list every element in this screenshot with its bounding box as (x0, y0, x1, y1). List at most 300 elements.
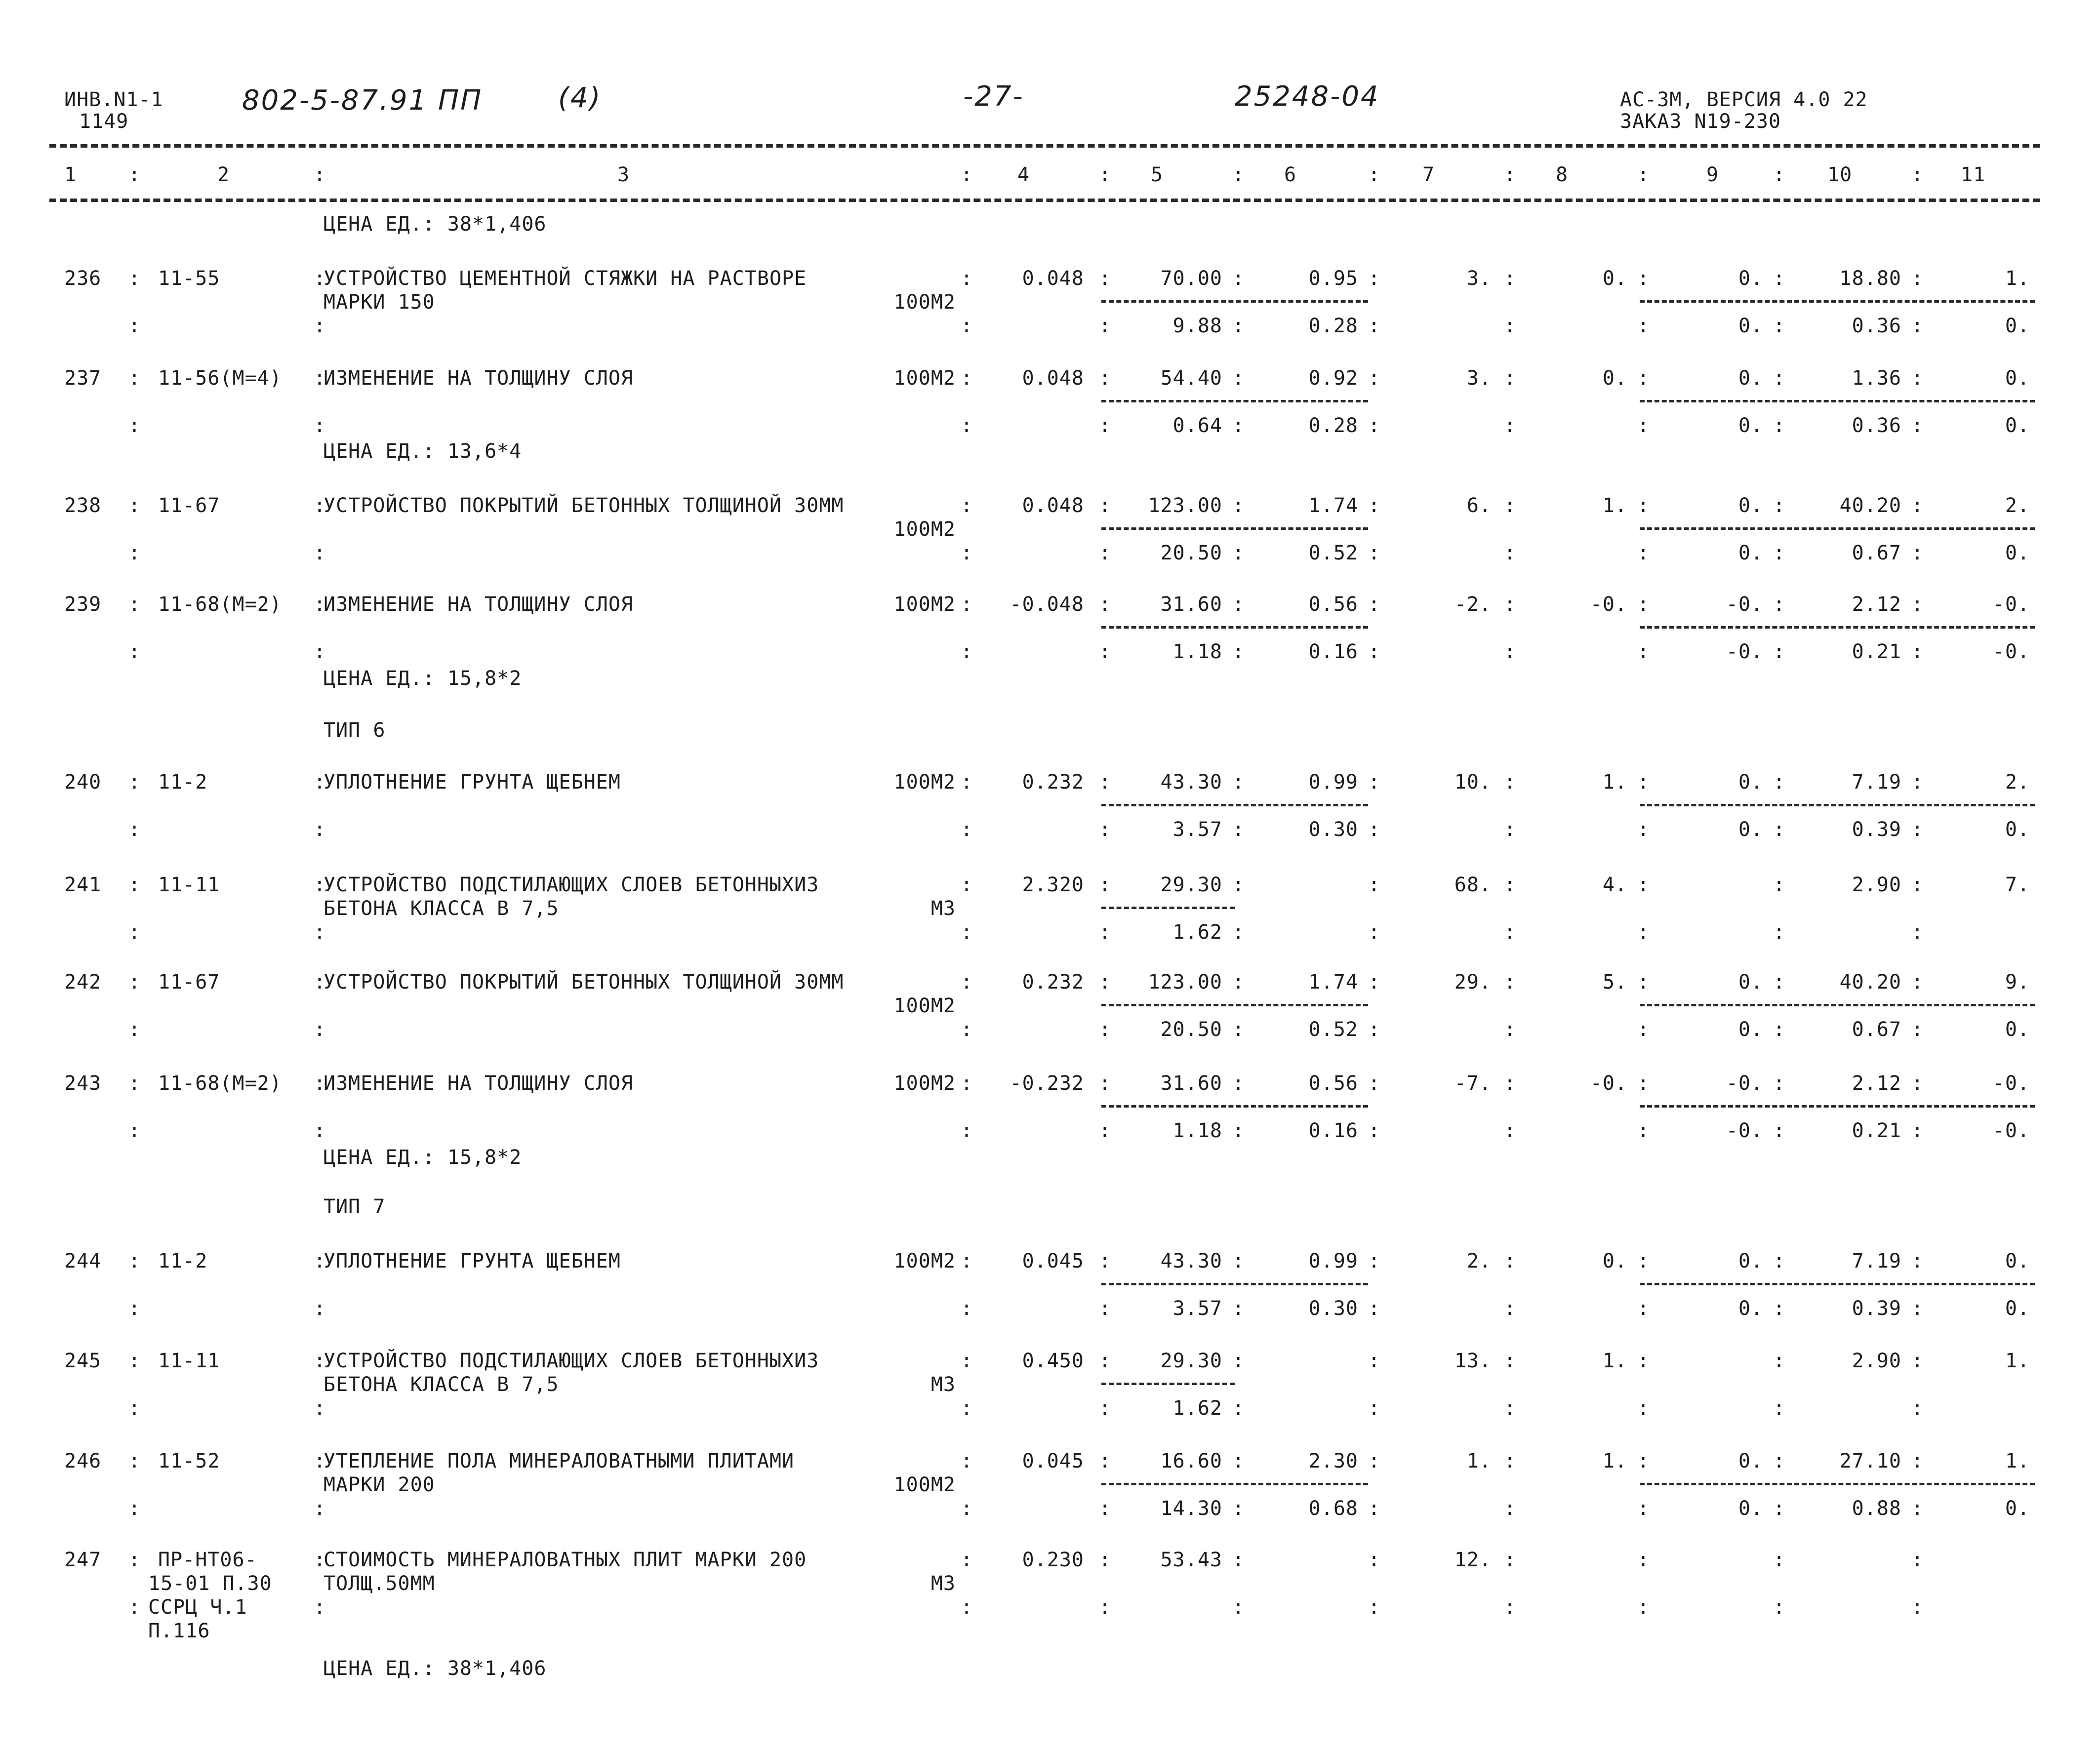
column-separator: : (961, 414, 973, 437)
total-cost: 12. (1454, 1549, 1492, 1571)
column-separator: : (1637, 267, 1650, 290)
column-separator: : (1232, 267, 1245, 290)
column-header-separator: : (314, 163, 326, 186)
column-separator: : (314, 1596, 326, 1619)
column-separator: : (1773, 818, 1786, 841)
machine-cost-wages: 0.68 (1308, 1497, 1358, 1520)
column-separator: : (1232, 1549, 1245, 1571)
norm-code: 11-55 (158, 267, 220, 290)
column-separator: : (1911, 771, 1924, 794)
column-separator: : (1099, 1596, 1112, 1619)
document-mark: (4) (558, 82, 602, 114)
column-separator: : (1232, 1119, 1245, 1142)
column-separator: : (1773, 1119, 1786, 1142)
norm-code: 11-11 (158, 874, 220, 896)
unit-price-note: ЦЕНА ЕД.: 38*1,406 (323, 1657, 547, 1680)
norm-code-line: 15-01 П.30 (148, 1572, 272, 1595)
column-separator: : (1232, 1397, 1245, 1420)
column-separator: : (1504, 1397, 1517, 1420)
column-separator: : (314, 593, 326, 616)
column-separator: : (1099, 1018, 1112, 1041)
column-separator: : (314, 414, 326, 437)
column-separator: : (1911, 1397, 1924, 1420)
column-separator: : (1232, 1072, 1245, 1095)
column-separator: : (1911, 1250, 1924, 1273)
total-cost: -2. (1454, 593, 1492, 616)
column-separator: : (1368, 874, 1381, 896)
column-separator: : (1368, 640, 1381, 663)
column-separator: : (961, 818, 973, 841)
column-separator: : (1637, 921, 1650, 944)
row-number: 243 (64, 1072, 102, 1095)
column-header-8: 8 (1556, 163, 1569, 186)
column-separator: : (314, 1119, 326, 1142)
unit-cost-wages: 9.88 (1172, 315, 1222, 337)
column-separator: : (128, 494, 141, 517)
column-header-separator: : (1099, 163, 1112, 186)
column-separator: : (961, 593, 973, 616)
column-separator: : (1773, 971, 1786, 994)
work-description: УСТРОЙСТВО ПОДСТИЛАЮЩИХ СЛОЕВ БЕТОННЫХИЗ (323, 1350, 819, 1372)
column-separator: : (1911, 1297, 1924, 1320)
column-separator: : (1773, 1018, 1786, 1041)
column-separator: : (961, 921, 973, 944)
unit-cost-wages: 0.64 (1172, 414, 1222, 437)
labor-per-unit: 1.36 (1852, 367, 1901, 390)
column-separator: : (1773, 1497, 1786, 1520)
column-separator: : (128, 921, 141, 944)
column-separator: : (1504, 921, 1517, 944)
column-header-1: 1 (64, 163, 77, 186)
unit-cost: 70.00 (1160, 267, 1222, 290)
column-separator: : (314, 367, 326, 390)
work-description: СТОИМОСТЬ МИНЕРАЛОВАТНЫХ ПЛИТ МАРКИ 200 (323, 1549, 807, 1571)
column-separator: : (128, 874, 141, 896)
column-separator: : (1504, 1596, 1517, 1619)
column-separator: : (314, 1549, 326, 1571)
unit-cost-wages: 1.62 (1172, 1397, 1222, 1420)
column-separator: : (1773, 367, 1786, 390)
norm-code: 11-68(М=2) (158, 593, 282, 616)
column-separator: : (1911, 971, 1924, 994)
column-separator: : (1368, 542, 1381, 564)
column-separator: : (128, 971, 141, 994)
subtotal-dashes (1101, 1383, 1235, 1385)
column-separator: : (1504, 771, 1517, 794)
unit-of-measure: 100М2 (893, 1072, 956, 1095)
column-separator: : (1504, 1297, 1517, 1320)
work-description: УПЛОТНЕНИЕ ГРУНТА ЩЕБНЕМ (323, 1250, 621, 1273)
column-separator: : (128, 640, 141, 663)
column-separator: : (128, 593, 141, 616)
column-separator: : (314, 1450, 326, 1472)
total-wages: -0. (1726, 593, 1763, 616)
labor-per-unit: 2.90 (1852, 1350, 1901, 1372)
row-number: 236 (64, 267, 102, 290)
unit-cost-wages: 14.30 (1160, 1497, 1222, 1520)
column-separator: : (1911, 818, 1924, 841)
labor-total: 1. (2005, 1450, 2030, 1472)
column-header-6: 6 (1284, 163, 1297, 186)
total-machine-cost: 1. (1602, 771, 1627, 794)
column-separator: : (1773, 1397, 1786, 1420)
quantity: -0.048 (1010, 593, 1084, 616)
column-separator: : (1099, 1119, 1112, 1142)
column-separator: : (314, 771, 326, 794)
header-rule-top (49, 144, 2040, 148)
column-separator: : (1368, 267, 1381, 290)
column-separator: : (1911, 921, 1924, 944)
column-header-separator: : (1368, 163, 1381, 186)
unit-of-measure: 100М2 (893, 994, 956, 1017)
unit-of-measure: 100М2 (893, 367, 956, 390)
column-separator: : (1504, 818, 1517, 841)
column-separator: : (1773, 1072, 1786, 1095)
column-separator: : (1911, 1119, 1924, 1142)
column-separator: : (1773, 1596, 1786, 1619)
labor-per-unit: 40.20 (1839, 971, 1901, 994)
column-separator: : (1637, 1549, 1650, 1571)
work-description: УСТРОЙСТВО ПОДСТИЛАЮЩИХ СЛОЕВ БЕТОННЫХИЗ (323, 874, 819, 896)
column-separator: : (1637, 367, 1650, 390)
column-separator: : (1368, 971, 1381, 994)
work-description-line: ТОЛЩ.50ММ (323, 1572, 435, 1595)
column-separator: : (1773, 542, 1786, 564)
column-separator: : (1232, 971, 1245, 994)
column-separator: : (1773, 1450, 1786, 1472)
column-separator: : (1637, 315, 1650, 337)
column-separator: : (961, 1397, 973, 1420)
column-separator: : (1099, 921, 1112, 944)
labor-per-unit-machinists: 0.67 (1852, 1018, 1901, 1041)
column-separator: : (128, 1018, 141, 1041)
column-separator: : (1773, 1549, 1786, 1571)
norm-code: 11-11 (158, 1350, 220, 1372)
unit-cost: 29.30 (1160, 874, 1222, 896)
column-separator: : (1911, 593, 1924, 616)
column-separator: : (1368, 818, 1381, 841)
column-separator: : (1637, 1119, 1650, 1142)
machine-cost: 1.74 (1308, 971, 1358, 994)
column-separator: : (128, 1350, 141, 1372)
unit-cost: 54.40 (1160, 367, 1222, 390)
column-separator: : (1637, 640, 1650, 663)
work-description: ИЗМЕНЕНИЕ НА ТОЛЩИНУ СЛОЯ (323, 367, 634, 390)
software-version: АС-3М, ВЕРСИЯ 4.0 22 (1620, 88, 1868, 111)
column-separator: : (1773, 1297, 1786, 1320)
machine-cost: 0.56 (1308, 593, 1358, 616)
column-separator: : (961, 1596, 973, 1619)
column-separator: : (128, 1450, 141, 1472)
column-header-separator: : (1637, 163, 1650, 186)
column-separator: : (1911, 267, 1924, 290)
total-machine-cost: 0. (1602, 267, 1627, 290)
column-separator: : (1637, 1297, 1650, 1320)
column-separator: : (1368, 1119, 1381, 1142)
column-separator: : (1232, 1018, 1245, 1041)
column-separator: : (1637, 1497, 1650, 1520)
column-separator: : (1099, 971, 1112, 994)
column-separator: : (1368, 1596, 1381, 1619)
machine-cost: 0.99 (1308, 1250, 1358, 1273)
column-separator: : (1504, 367, 1517, 390)
unit-cost: 43.30 (1160, 771, 1222, 794)
column-separator: : (961, 771, 973, 794)
norm-code: 11-2 (158, 1250, 208, 1273)
column-separator: : (1368, 1497, 1381, 1520)
row-number: 244 (64, 1250, 102, 1273)
column-separator: : (1504, 494, 1517, 517)
column-separator: : (314, 1350, 326, 1372)
column-separator: : (961, 1297, 973, 1320)
column-separator: : (1637, 593, 1650, 616)
labor-total-machinists: -0. (1992, 1119, 2030, 1142)
machine-cost-wages: 0.52 (1308, 1018, 1358, 1041)
column-separator: : (961, 1450, 973, 1472)
column-separator: : (1637, 771, 1650, 794)
row-number: 247 (64, 1549, 102, 1571)
column-separator: : (128, 1397, 141, 1420)
unit-cost-wages: 20.50 (1160, 542, 1222, 564)
column-separator: : (1911, 1549, 1924, 1571)
column-separator: : (1504, 1549, 1517, 1571)
page-number: -27- (963, 80, 1024, 113)
column-separator: : (961, 1350, 973, 1372)
column-separator: : (961, 1549, 973, 1571)
unit-of-measure: 100М2 (893, 1250, 956, 1273)
column-header-4: 4 (1017, 163, 1030, 186)
column-separator: : (1099, 414, 1112, 437)
column-separator: : (1504, 640, 1517, 663)
subtotal-dashes (1640, 300, 2035, 303)
labor-per-unit: 27.10 (1839, 1450, 1901, 1472)
column-separator: : (1368, 315, 1381, 337)
column-separator: : (961, 1119, 973, 1142)
column-separator: : (1504, 1497, 1517, 1520)
column-separator: : (1232, 771, 1245, 794)
column-separator: : (1099, 367, 1112, 390)
unit-of-measure: М3 (930, 1373, 956, 1396)
total-cost: 3. (1466, 367, 1492, 390)
column-separator: : (1232, 640, 1245, 663)
unit-price-note: ЦЕНА ЕД.: 15,8*2 (323, 1146, 522, 1169)
column-separator: : (1232, 1450, 1245, 1472)
labor-total-machinists: 0. (2005, 315, 2030, 337)
column-separator: : (1637, 414, 1650, 437)
column-separator: : (1911, 315, 1924, 337)
column-separator: : (314, 315, 326, 337)
total-wages-machinists: -0. (1726, 1119, 1763, 1142)
column-header-2: 2 (217, 163, 230, 186)
total-wages: 0. (1738, 367, 1763, 390)
norm-code: 11-67 (158, 971, 220, 994)
column-header-7: 7 (1422, 163, 1435, 186)
total-machine-cost: 5. (1602, 971, 1627, 994)
column-separator: : (314, 1072, 326, 1095)
column-separator: : (1637, 818, 1650, 841)
document-code: 802-5-87.91 ПП (242, 84, 483, 117)
inventory-number-2: 1149 (79, 110, 129, 133)
subtotal-dashes (1101, 1004, 1368, 1006)
subtotal-dashes (1101, 527, 1368, 530)
column-separator: : (1911, 1450, 1924, 1472)
labor-total-machinists: 0. (2005, 542, 2030, 564)
labor-per-unit: 18.80 (1839, 267, 1901, 290)
column-separator: : (961, 267, 973, 290)
unit-of-measure: 100М2 (893, 771, 956, 794)
column-separator: : (1773, 874, 1786, 896)
column-separator: : (1368, 494, 1381, 517)
labor-per-unit: 40.20 (1839, 494, 1901, 517)
column-separator: : (1232, 414, 1245, 437)
column-separator: : (1368, 1397, 1381, 1420)
machine-cost-wages: 0.28 (1308, 414, 1358, 437)
column-header-separator: : (961, 163, 973, 186)
column-header-separator: : (1773, 163, 1786, 186)
column-separator: : (1911, 414, 1924, 437)
column-separator: : (1637, 1250, 1650, 1273)
column-separator: : (1773, 267, 1786, 290)
column-separator: : (128, 542, 141, 564)
column-separator: : (1232, 542, 1245, 564)
column-separator: : (1099, 1397, 1112, 1420)
column-separator: : (128, 1596, 141, 1619)
labor-total-machinists: 0. (2005, 1297, 2030, 1320)
column-separator: : (1911, 1497, 1924, 1520)
total-cost: 1. (1466, 1450, 1492, 1472)
quantity: 0.232 (1022, 771, 1084, 794)
total-machine-cost: 4. (1602, 874, 1627, 896)
column-separator: : (1099, 1549, 1112, 1571)
total-wages: 0. (1738, 267, 1763, 290)
column-header-separator: : (1232, 163, 1245, 186)
total-wages: 0. (1738, 1450, 1763, 1472)
column-separator: : (961, 1018, 973, 1041)
column-separator: : (1368, 1450, 1381, 1472)
column-separator: : (128, 1119, 141, 1142)
column-separator: : (314, 1397, 326, 1420)
total-machine-cost: 1. (1602, 1350, 1627, 1372)
total-cost: -7. (1454, 1072, 1492, 1095)
column-separator: : (314, 1250, 326, 1273)
column-separator: : (1099, 1250, 1112, 1273)
work-description-line: БЕТОНА КЛАССА В 7,5 (323, 1373, 559, 1396)
column-separator: : (1099, 1450, 1112, 1472)
column-separator: : (1637, 1072, 1650, 1095)
column-separator: : (128, 1072, 141, 1095)
column-separator: : (961, 1497, 973, 1520)
unit-price-note: ТИП 7 (323, 1195, 386, 1218)
subtotal-dashes (1640, 626, 2035, 629)
labor-total-machinists: 0. (2005, 1497, 2030, 1520)
column-header-11: 11 (1961, 163, 1986, 186)
unit-cost-wages: 3.57 (1172, 1297, 1222, 1320)
subtotal-dashes (1640, 1283, 2035, 1285)
norm-code: 11-2 (158, 771, 208, 794)
norm-code-line: ССРЦ Ч.1 (148, 1596, 247, 1619)
column-separator: : (1232, 1297, 1245, 1320)
column-separator: : (1911, 1018, 1924, 1041)
unit-cost: 123.00 (1148, 971, 1222, 994)
column-separator: : (1099, 593, 1112, 616)
inventory-number: ИНВ.N1-1 (64, 88, 163, 111)
total-cost: 68. (1454, 874, 1492, 896)
column-separator: : (1368, 1297, 1381, 1320)
machine-cost-wages: 0.52 (1308, 542, 1358, 564)
labor-total: -0. (1992, 593, 2030, 616)
quantity: 0.045 (1022, 1450, 1084, 1472)
column-separator: : (1368, 367, 1381, 390)
labor-per-unit: 2.90 (1852, 874, 1901, 896)
row-number: 239 (64, 593, 102, 616)
column-separator: : (1099, 1350, 1112, 1372)
column-separator: : (1773, 593, 1786, 616)
labor-total: -0. (1992, 1072, 2030, 1095)
column-separator: : (1504, 315, 1517, 337)
labor-per-unit-machinists: 0.67 (1852, 542, 1901, 564)
total-wages: 0. (1738, 771, 1763, 794)
column-header-separator: : (128, 163, 141, 186)
norm-code: 11-67 (158, 494, 220, 517)
total-wages-machinists: -0. (1726, 640, 1763, 663)
row-number: 238 (64, 494, 102, 517)
total-machine-cost: 0. (1602, 367, 1627, 390)
labor-total: 0. (2005, 367, 2030, 390)
column-header-9: 9 (1706, 163, 1719, 186)
column-header-3: 3 (617, 163, 630, 186)
total-wages-machinists: 0. (1738, 818, 1763, 841)
work-description-line: МАРКИ 150 (323, 291, 435, 314)
unit-cost-wages: 1.18 (1172, 1119, 1222, 1142)
unit-of-measure: М3 (930, 897, 956, 920)
column-separator: : (1637, 874, 1650, 896)
column-separator: : (128, 1549, 141, 1571)
column-separator: : (1099, 771, 1112, 794)
column-separator: : (128, 1297, 141, 1320)
column-separator: : (1773, 315, 1786, 337)
total-wages-machinists: 0. (1738, 1497, 1763, 1520)
unit-of-measure: 100М2 (893, 291, 956, 314)
total-cost: 3. (1466, 267, 1492, 290)
column-separator: : (128, 818, 141, 841)
column-separator: : (1504, 593, 1517, 616)
column-separator: : (1099, 1497, 1112, 1520)
quantity: 0.232 (1022, 971, 1084, 994)
column-separator: : (1232, 1596, 1245, 1619)
labor-per-unit-machinists: 0.21 (1852, 1119, 1901, 1142)
column-separator: : (1232, 1497, 1245, 1520)
total-machine-cost: 1. (1602, 1450, 1627, 1472)
column-separator: : (1368, 1018, 1381, 1041)
total-wages: 0. (1738, 494, 1763, 517)
quantity: 0.450 (1022, 1350, 1084, 1372)
column-separator: : (961, 640, 973, 663)
unit-of-measure: 100М2 (893, 1473, 956, 1496)
subtotal-dashes (1640, 400, 2035, 402)
subtotal-dashes (1101, 300, 1368, 303)
column-separator: : (1504, 971, 1517, 994)
quantity: 0.048 (1022, 494, 1084, 517)
column-separator: : (314, 818, 326, 841)
machine-cost-wages: 0.30 (1308, 1297, 1358, 1320)
work-description: УСТРОЙСТВО ПОКРЫТИЙ БЕТОННЫХ ТОЛЩИНОЙ 30ММ (323, 494, 844, 517)
machine-cost: 0.99 (1308, 771, 1358, 794)
subtotal-dashes (1101, 804, 1368, 806)
labor-total: 1. (2005, 267, 2030, 290)
labor-total: 9. (2005, 971, 2030, 994)
total-wages-machinists: 0. (1738, 414, 1763, 437)
column-header-10: 10 (1827, 163, 1853, 186)
